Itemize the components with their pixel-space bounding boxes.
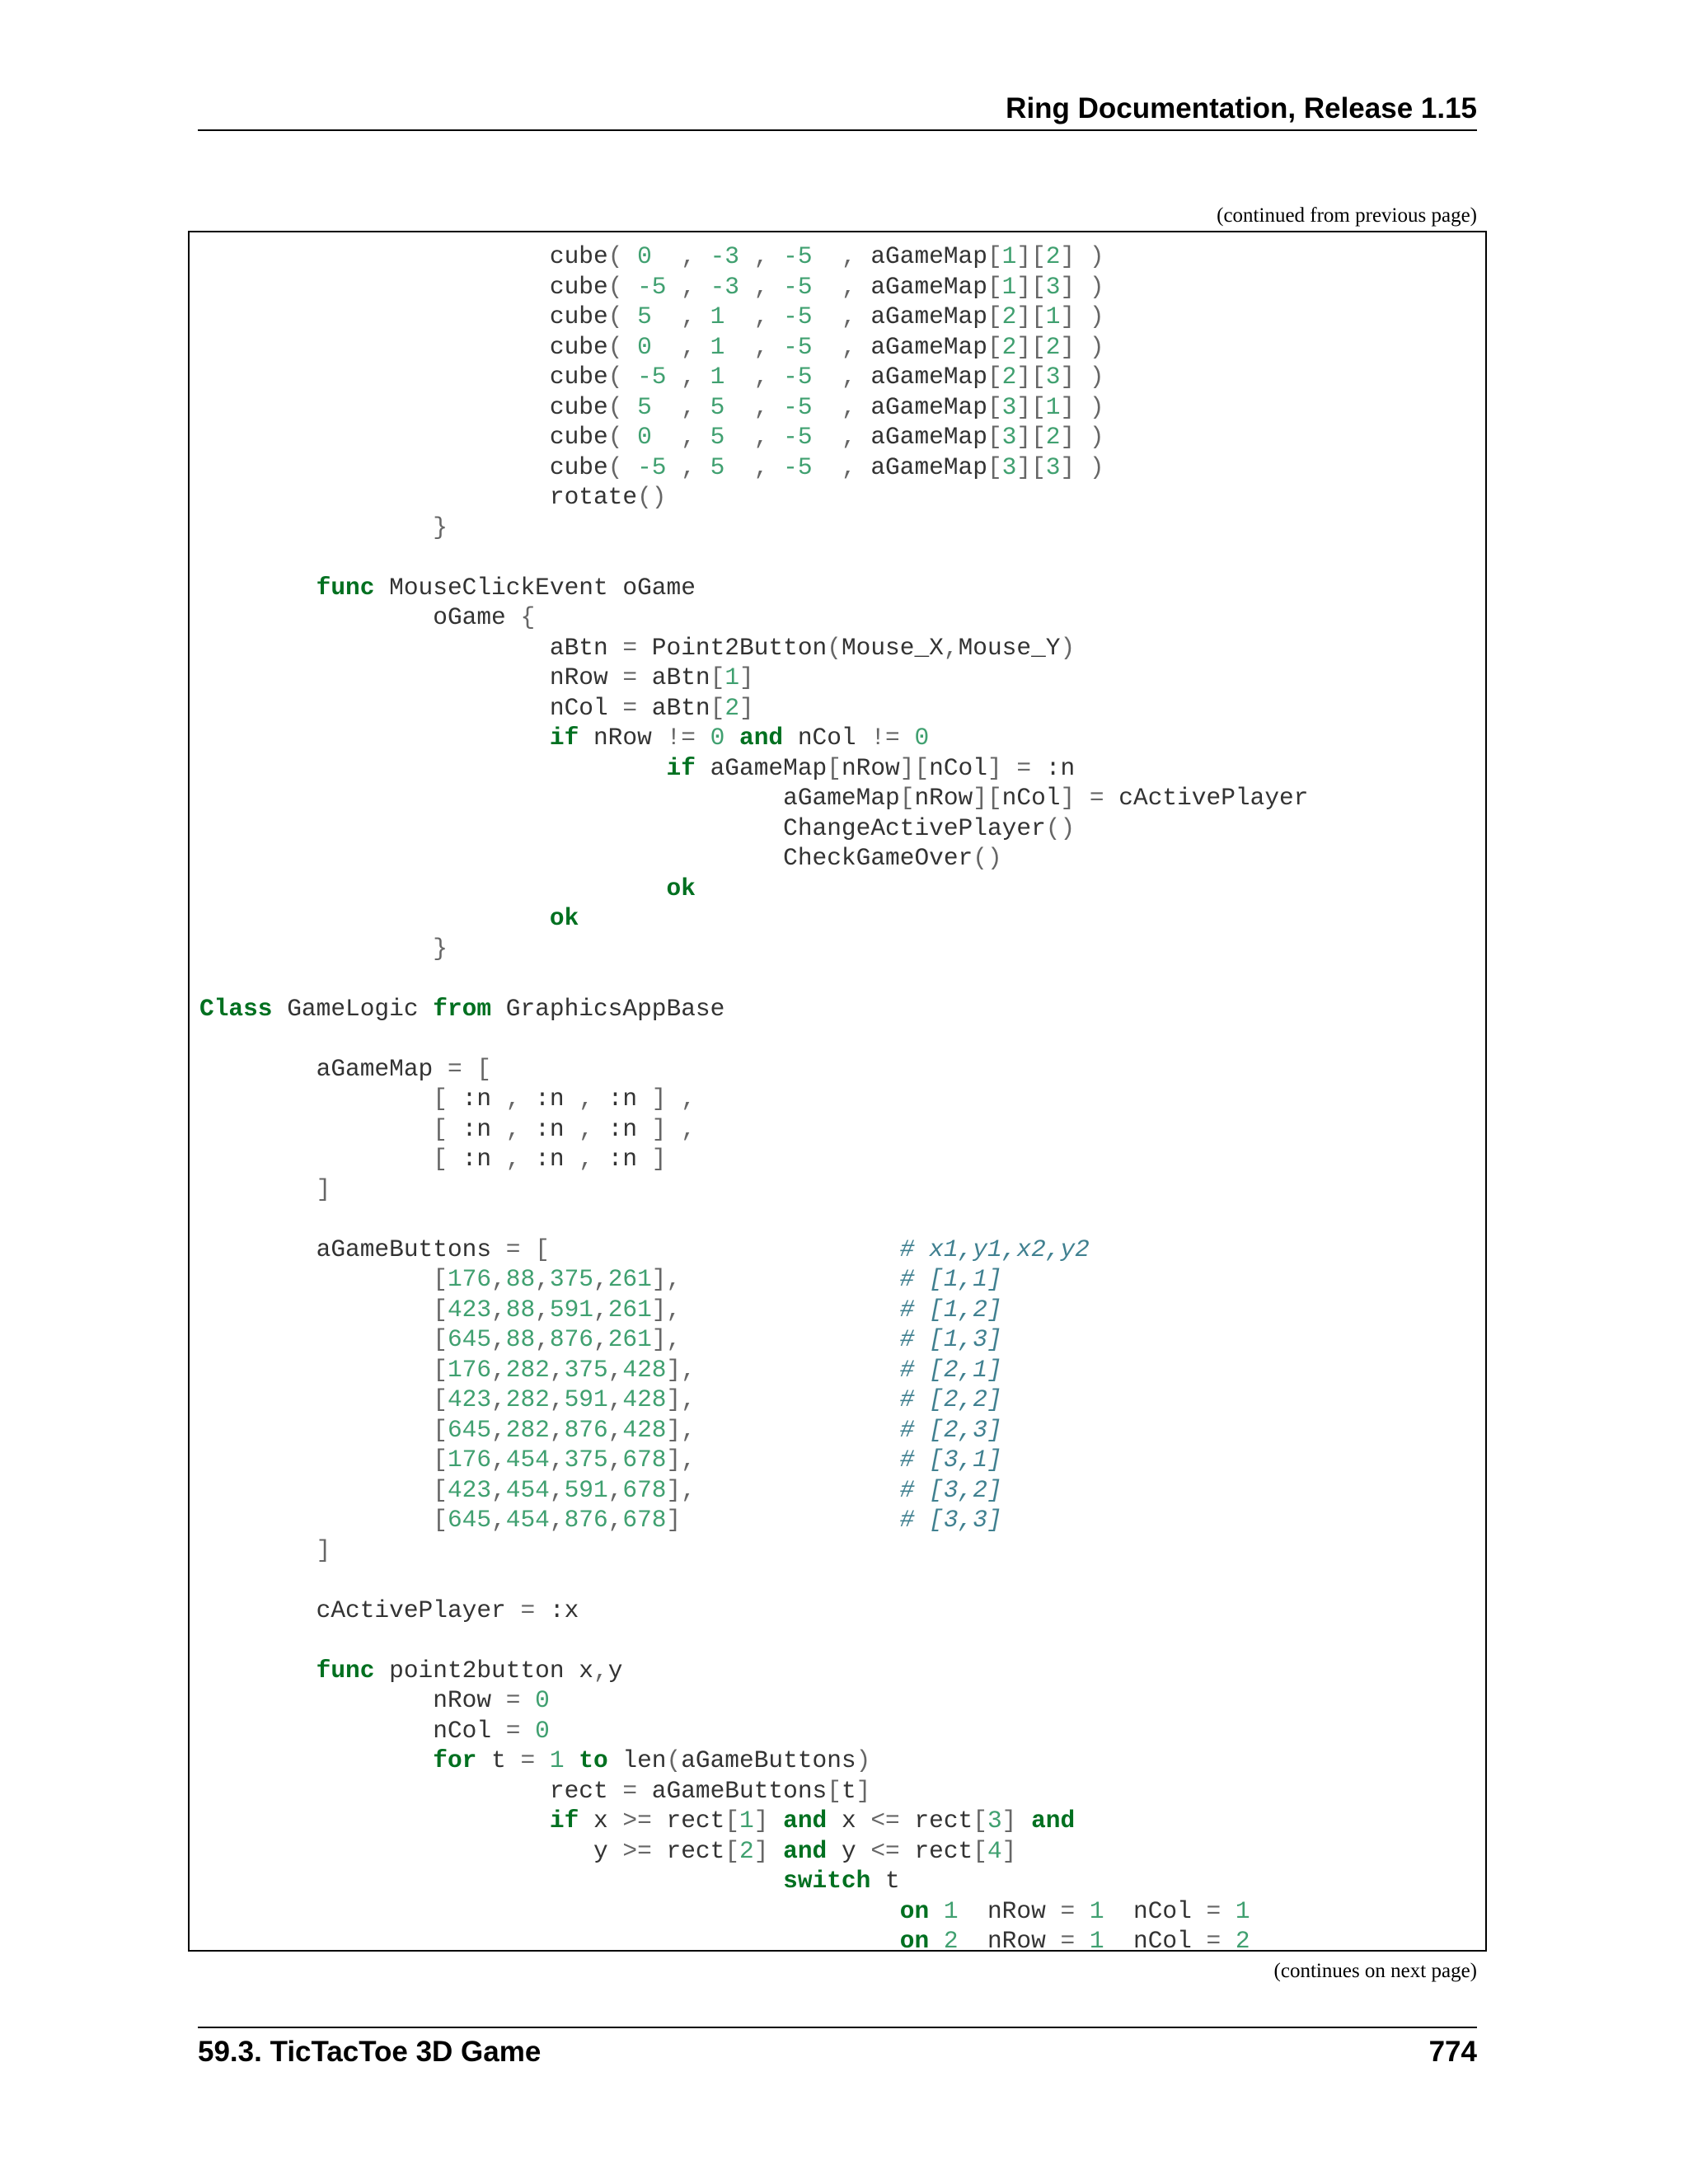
code-line: if aGameMap[nRow][nCol] = :n xyxy=(666,753,1076,782)
code-line: on 1 nRow = 1 nCol = 1 xyxy=(899,1896,1250,1925)
code-line: nRow = 0 xyxy=(433,1686,550,1714)
code-line: cube( 0 , 5 , -5 , aGameMap[3][2] ) xyxy=(549,423,1104,451)
code-line: func point2button x,y xyxy=(316,1656,623,1685)
code-line: aGameMap = [ xyxy=(316,1054,492,1083)
code-line: [645,454,876,678] # [3,3] xyxy=(433,1506,1002,1534)
code-line: cube( 0 , -3 , -5 , aGameMap[1][2] ) xyxy=(549,242,1104,270)
code-line: cube( 0 , 1 , -5 , aGameMap[2][2] ) xyxy=(549,332,1104,361)
code-line: nCol = 0 xyxy=(433,1716,550,1745)
code-line: oGame { xyxy=(433,603,536,631)
footer-page-number: 774 xyxy=(1428,2036,1477,2068)
code-line: CheckGameOver() xyxy=(783,844,1002,872)
code-line: } xyxy=(433,934,448,963)
code-line: [ :n , :n , :n ] xyxy=(433,1145,667,1173)
code-line: if x >= rect[1] and x <= rect[3] and xyxy=(549,1807,1076,1835)
continues-on-next-label: (continues on next page) xyxy=(1273,1960,1477,1982)
code-line: [ :n , :n , :n ] , xyxy=(433,1114,696,1143)
code-line: cube( -5 , 1 , -5 , aGameMap[2][3] ) xyxy=(549,363,1104,391)
code-line: [423,88,591,261], # [1,2] xyxy=(433,1295,1002,1324)
code-line: [645,282,876,428], # [2,3] xyxy=(433,1415,1002,1444)
code-line: [176,88,375,261], # [1,1] xyxy=(433,1265,1002,1293)
code-line: switch t xyxy=(783,1867,900,1895)
code-line: cube( 5 , 1 , -5 , aGameMap[2][1] ) xyxy=(549,302,1104,330)
code-line: nCol = aBtn[2] xyxy=(549,693,754,722)
code-line: cube( -5 , -3 , -5 , aGameMap[1][3] ) xyxy=(549,272,1104,301)
code-line: aGameMap[nRow][nCol] = cActivePlayer xyxy=(783,784,1309,812)
code-line: [ :n , :n , :n ] , xyxy=(433,1085,696,1113)
code-line: ChangeActivePlayer() xyxy=(783,813,1076,842)
code-line: [176,282,375,428], # [2,1] xyxy=(433,1355,1002,1384)
code-line: aBtn = Point2Button(Mouse_X,Mouse_Y) xyxy=(549,633,1076,662)
code-line: ok xyxy=(666,874,696,902)
footer-section-title: 59.3. TicTacToe 3D Game xyxy=(198,2036,542,2068)
code-line: rect = aGameButtons[t] xyxy=(549,1776,871,1805)
page-header-title: Ring Documentation, Release 1.15 xyxy=(1006,92,1477,124)
code-line: rotate() xyxy=(549,483,667,511)
code-line: cube( -5 , 5 , -5 , aGameMap[3][3] ) xyxy=(549,452,1104,481)
code-line: cActivePlayer = :x xyxy=(316,1596,579,1624)
code-line: [423,282,591,428], # [2,2] xyxy=(433,1385,1002,1413)
code-line: for t = 1 to len(aGameButtons) xyxy=(433,1746,871,1774)
code-line: ok xyxy=(549,904,579,932)
code-line: Class GameLogic from GraphicsAppBase xyxy=(199,994,725,1023)
code-line: ] xyxy=(316,1174,331,1203)
code-line: [423,454,591,678], # [3,2] xyxy=(433,1475,1002,1504)
code-line: [176,454,375,678], # [3,1] xyxy=(433,1446,1002,1474)
footer-divider xyxy=(198,2027,1477,2028)
code-line: aGameButtons = [ # x1,y1,x2,y2 xyxy=(316,1235,1090,1263)
continued-from-previous-label: (continued from previous page) xyxy=(1217,204,1477,227)
code-listing xyxy=(199,241,1308,1952)
code-line: cube( 5 , 5 , -5 , aGameMap[3][1] ) xyxy=(549,392,1104,421)
code-line: on 2 nRow = 1 nCol = 2 xyxy=(899,1927,1250,1952)
code-line: y >= rect[2] and y <= rect[4] xyxy=(593,1836,1017,1865)
code-line: ] xyxy=(316,1535,331,1564)
code-line: [645,88,876,261], # [1,3] xyxy=(433,1325,1002,1353)
header-divider xyxy=(198,129,1477,131)
code-line: nRow = aBtn[1] xyxy=(549,663,754,691)
code-block xyxy=(188,231,1487,1952)
code-line: if nRow != 0 and nCol != 0 xyxy=(549,724,930,752)
code-line: func MouseClickEvent oGame xyxy=(316,573,696,602)
code-line: } xyxy=(433,513,448,541)
